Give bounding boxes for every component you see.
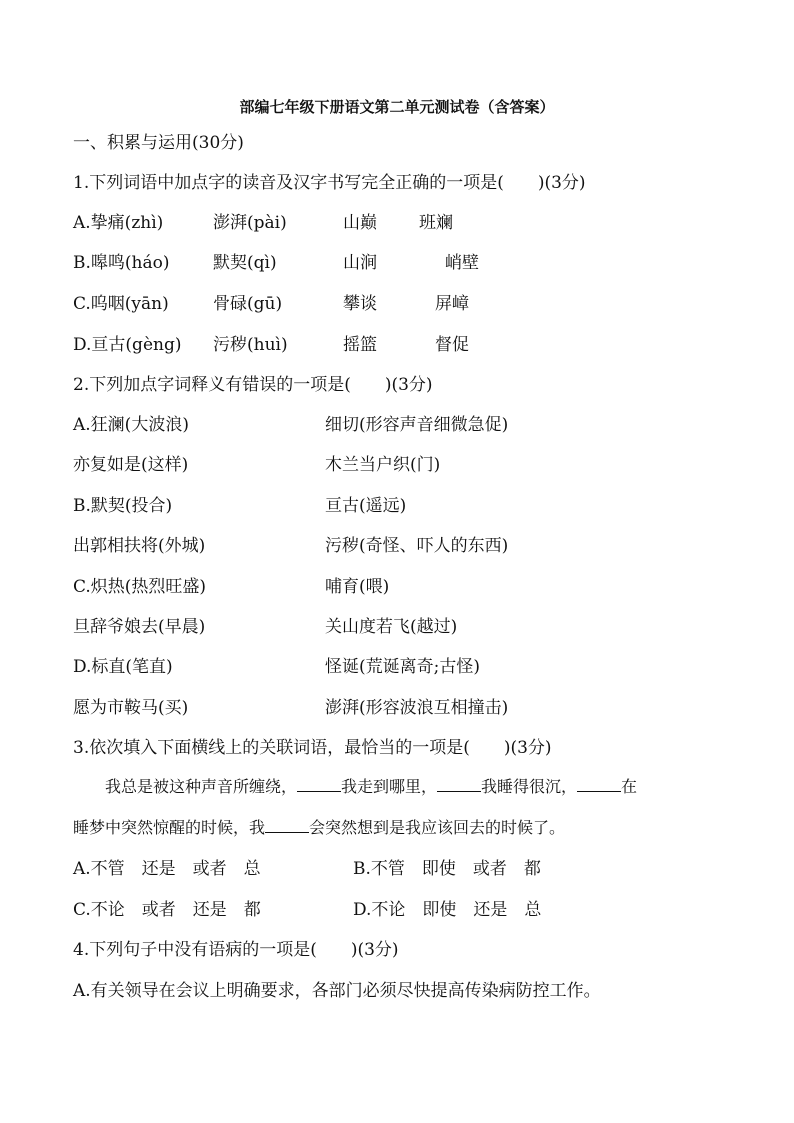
q1-option-cell: C.呜咽(yān) <box>73 294 169 314</box>
passage-text: 会突然想到是我应该回去的时候了。 <box>309 818 566 837</box>
q1-option-cell: A.挚痛(zhì) <box>73 213 164 233</box>
q1-option-cell: 山涧 <box>343 253 377 273</box>
q1-option-cell: 屏嶂 <box>435 294 469 314</box>
q2-cell: B.默契(投合) <box>73 496 173 516</box>
q2-cell: 关山度若飞(越过) <box>325 617 458 637</box>
fill-blank[interactable] <box>297 777 341 792</box>
q3-option: D.不论 即使 还是 总 <box>353 900 542 920</box>
fill-blank[interactable] <box>265 818 309 833</box>
q2-row <box>73 572 713 596</box>
passage-text: 睡梦中突然惊醒的时候，我 <box>73 818 266 837</box>
q2-row <box>73 491 713 515</box>
q1-option-row <box>73 208 713 232</box>
q1-option-cell: 峭壁 <box>445 253 479 273</box>
q1-option-row <box>73 330 713 354</box>
q3-option-row <box>73 895 713 919</box>
q1-option-cell: 骨碌(gū) <box>213 294 283 314</box>
question-4-stem: 4.下列句子中没有语病的一项是( )(3分) <box>73 940 399 960</box>
q1-option-cell: 默契(qì) <box>213 253 277 273</box>
q1-option-row <box>73 248 713 272</box>
q2-cell: 愿为市鞍马(买) <box>73 698 189 718</box>
q2-cell: 亦复如是(这样) <box>73 455 189 475</box>
fill-blank[interactable] <box>437 777 481 792</box>
q1-option-cell: 澎湃(pài) <box>213 213 287 233</box>
passage-text: 在 <box>621 777 638 796</box>
section-heading: 一、积累与运用(30分) <box>73 133 244 153</box>
q1-option-cell: 督促 <box>435 335 469 355</box>
q2-cell: 细切(形容声音细微急促) <box>325 415 509 435</box>
q3-option-row <box>73 854 713 878</box>
fill-blank[interactable] <box>577 777 621 792</box>
q2-cell: 出郭相扶将(外城) <box>73 536 206 556</box>
q1-option-cell: 攀谈 <box>343 294 377 314</box>
q2-cell: 旦辞爷娘去(早晨) <box>73 617 206 637</box>
q1-option-cell: D.亘古(gèng) <box>73 335 182 355</box>
q2-cell: C.炽热(热烈旺盛) <box>73 577 207 597</box>
q2-row <box>73 531 713 555</box>
q3-option: C.不论 或者 还是 都 <box>73 900 261 920</box>
q3-option: B.不管 即使 或者 都 <box>353 859 541 879</box>
q4-option-a: A.有关领导在会议上明确要求，各部门必须尽快提高传染病防控工作。 <box>73 981 601 1001</box>
q3-passage-line-1 <box>73 774 733 797</box>
q2-cell: 亘古(遥远) <box>325 496 407 516</box>
q2-row <box>73 450 713 474</box>
question-1-stem: 1.下列词语中加点字的读音及汉字书写完全正确的一项是( )(3分) <box>73 173 586 193</box>
q1-option-cell: 班斓 <box>419 213 453 233</box>
q2-cell: A.狂澜(大波浪) <box>73 415 189 435</box>
q2-cell: 澎湃(形容波浪互相撞击) <box>325 698 509 718</box>
q1-option-cell: 摇篮 <box>343 335 377 355</box>
q1-option-cell: 污秽(huì) <box>213 335 288 355</box>
q3-option: A.不管 还是 或者 总 <box>73 859 261 879</box>
question-3-stem: 3.依次填入下面横线上的关联词语，最恰当的一项是( )(3分) <box>73 738 552 758</box>
q3-passage-line-2 <box>73 815 733 838</box>
q1-option-cell: 山巅 <box>343 213 377 233</box>
q1-option-cell: B.嗥鸣(háo) <box>73 253 170 273</box>
q2-row <box>73 612 713 636</box>
q2-row <box>73 410 713 434</box>
passage-text: 我走到哪里， <box>341 777 438 796</box>
passage-text: 我睡得很沉， <box>481 777 578 796</box>
question-2-stem: 2.下列加点字词释义有错误的一项是( )(3分) <box>73 375 433 395</box>
q2-cell: 哺育(喂) <box>325 577 390 597</box>
q2-row <box>73 652 713 676</box>
page-title: 部编七年级下册语文第二单元测试卷（含答案） <box>239 98 555 116</box>
q2-row <box>73 693 713 717</box>
q2-cell: D.标直(笔直) <box>73 657 173 677</box>
q2-cell: 怪诞(荒诞离奇;古怪) <box>325 657 480 677</box>
q1-option-row <box>73 289 713 313</box>
q2-cell: 木兰当户织(门) <box>325 455 441 475</box>
passage-text: 我总是被这种声音所缠绕， <box>105 777 298 796</box>
q2-cell: 污秽(奇怪、吓人的东西) <box>325 536 509 556</box>
